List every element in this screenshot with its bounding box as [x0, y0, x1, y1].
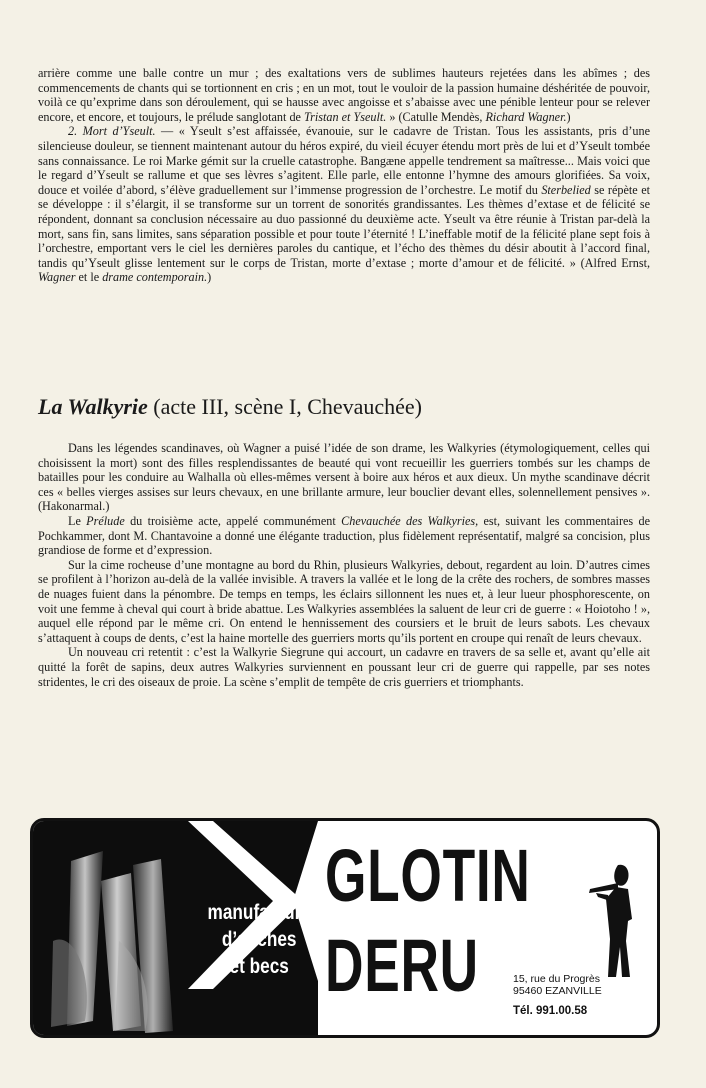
section-heading-main: La Walkyrie	[38, 394, 148, 419]
ad-address	[513, 973, 653, 1017]
continued-text	[38, 66, 650, 285]
paragraph-mort-yseult: 2. Mort d’Yseult. — « Yseult s’est affaissée, évanouie, sur le cadavre de Tristan. Tous les assistants, pris d’une silencieuse douleur, se tiennent maintenant autour du héros expiré, du vieil écuyer étendu mort près de lui et d’Yseult tombée sans connaissance. Le roi Marke gémit sur la cruelle catastrophe. Bangæne appelle tendrement sa maîtresse... Mais voici que le regard d’Yseult se rallume et que ses lèvres s’agitent. Elle parle, elle entonne l’hymne des amours glorifiées. Sa voix, douce et voilée d’abord, s’élève graduellement sur l’immense progression de l’orchestre. Le motif du Sterbelied se répète et se développe : il s’élargit, il se transforme sur un torrent de sonorités grandissantes. Les thèmes d’extase et de félicité se répondent, donnant sa conclusion nécessaire au duo passionné du deuxième acte. Yseult va être réunie à Tristan par-delà la mort, sans fin, sans limites, sans séparation possible et pour toute l’éternité ! L’ineffable motif de la félicité plane sept fois à l’orchestre, emportant vers le ciel les dernières paroles du cantique, et l’écho des thèmes du désir aboutit à l’accord final, tandis qu’Yseult glisse lentement sur le corps de Tristan, morte d’extase ; morte d’amour et de félicité. » (Alfred Ernst, Wagner et le drame contemporain.)	[38, 124, 651, 285]
section-heading-sub: (acte III, scène I, Chevauchée)	[147, 394, 423, 419]
paragraph-cime: Sur la cime rocheuse d’une montagne au bord du Rhin, plusieurs Walkyries, debout, regardent au loin. D’autres cimes se profilent à l’horizon au-delà de la vallée invisible. A travers la vallée et le long de la crête des rochers, de sombres masses de nuages fuient dans la pénombre. De temps en temps, les éclairs sillonnent les nues et, à leur lueur phosphorescente, on voit une femme à cheval qui court à bride abattue. Les Walkyries assemblées la saluent de leur cri de guerre : « Hoiotoho ! », auquel elle répond par le même cri. On entend le hennissement des coursiers et le bruit de leurs sabots. Les chevaux s’attaquent à coups de dents, c’est la haine mortelle des guerriers morts qu’ils portent en croupe qui renaît de leurs chevaux.	[38, 557, 650, 645]
section-heading	[38, 394, 658, 420]
paragraph-nouveau-cri: Un nouveau cri retentit : c’est la Walkyrie Siegrune qui accourt, un cadavre en travers de sa selle et, avant qu’elle ait quitté la forêt de sapins, deux autres Walkyries surviennent en poussant leur cri de guerre qui rappelle, par ses notes stridentes, le cri des oiseaux de proie. La scène s’emplit de tempête de cris guerriers et triomphants.	[38, 645, 650, 689]
paragraph-prelude: Le Prélude du troisième acte, appelé communément Chevauchée des Walkyries, est, suivant les commentaires de Pochkammer, dont M. Chantavoine a donné une élégante traduction, plus fidèlement représentatif, malgré sa concision, plus grandiose de forme et d’expression.	[38, 513, 650, 558]
paragraph-legendes: Dans les légendes scandinaves, où Wagner a puisé l’idée de son drame, les Walkyries (étymologiquement, celles qui choisissent la mort) sont des filles resplendissantes de beauté qui vont recueillir les guerriers tombés sur les champs de batailles pour les conduire au Walhalla où elles-mêmes versent à boire aux héros et aux dieux. Un mythe scandinave décrit ces « belles vierges assises sur leurs chevaux, en une brillante armure, leur bouclier devant elles, solennellement pensives ». (Hakonarmal.)	[38, 441, 650, 514]
ad-city: 95460 EZANVILLE	[513, 985, 602, 997]
brand-name-glotin: GLOTIN	[325, 834, 531, 917]
paragraph-prelude-quote: arrière comme une balle contre un mur ; des exaltations vers de sublimes hauteurs rejetées dans les abîmes ; des commencements de chants qui se tortionnent en cris ; en un mot, tout le vouloir de la passion humaine déshéritée de pouvoir, voilà ce qu’exprime dans son déroulement, qui se hausse avec angoisse et s’abaisse avec une pénible lenteur pour se relever encore, et encore, et toujours, le prélude sanglotant de Tristan et Yseult. » (Catulle Mendès, Richard Wagner.)	[38, 66, 650, 124]
advertisement	[30, 818, 660, 1038]
clarinet-player-icon	[588, 859, 643, 979]
brand-name-deru: DERU	[325, 924, 479, 1007]
ad-street: 15, rue du Progrès	[513, 973, 600, 985]
ad-tagline: manufacture d’anches et becs	[207, 901, 311, 978]
section-body	[38, 441, 650, 689]
ad-telephone: Tél. 991.00.58	[513, 1005, 588, 1017]
